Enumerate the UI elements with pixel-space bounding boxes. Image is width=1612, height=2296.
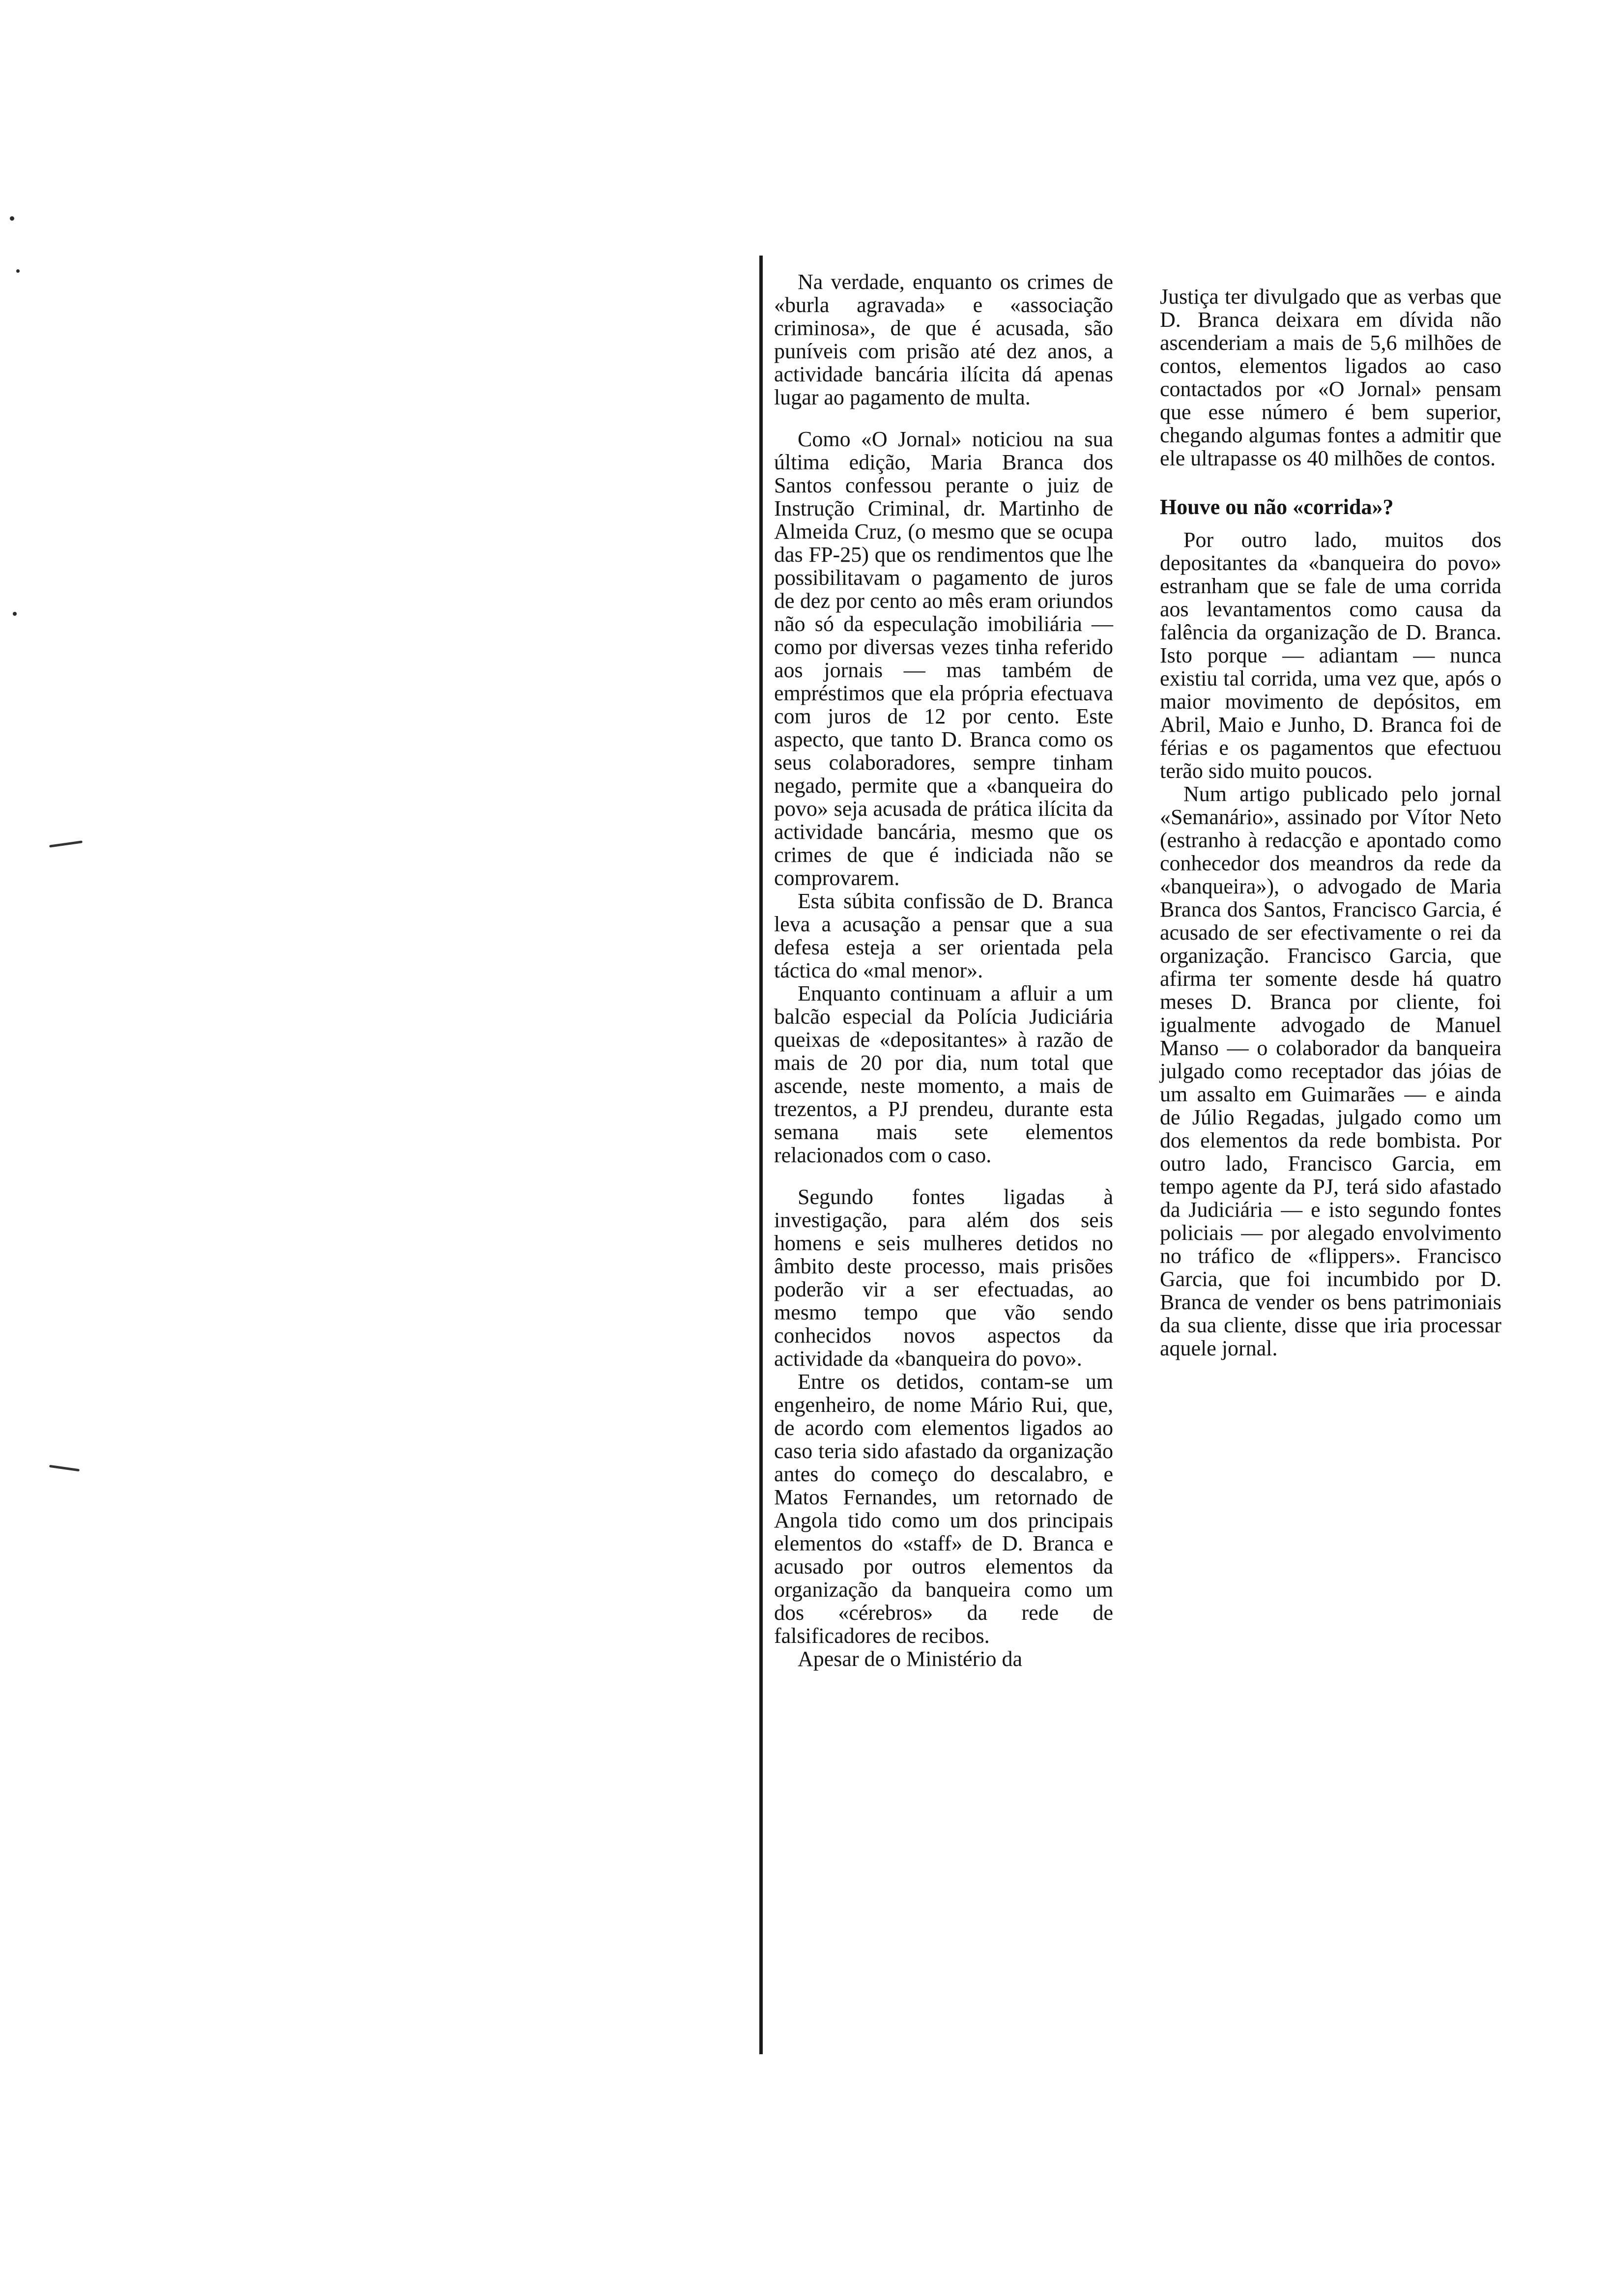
scan-mark [49, 1465, 80, 1472]
newspaper-clipping [759, 248, 1526, 2057]
scan-mark [49, 840, 83, 847]
paragraph: Esta súbita confissão de D. Branca leva a acusação a pensar que a sua defesa esteja a ser orientada pela táctica do «mal menor». [774, 889, 1113, 982]
scan-speck [16, 269, 20, 273]
paragraph: Por outro lado, muitos dos depositantes da «banqueira do povo» estranham que se fale de uma corrida aos levantamentos como causa da falência da organização de D. Branca. Isto porque — adiantam — nunca existiu tal corrida, uma vez que, após o maior movimento de depósitos, em Abril, Maio e Junho, D. Branca foi de férias e os pagamentos que efectuou terão sido muito poucos. [1160, 528, 1501, 783]
column-rule [759, 256, 763, 2054]
paragraph: Apesar de o Ministério da [798, 1647, 1022, 1671]
paragraph: Num artigo publicado pelo jornal «Semanário», assinado por Vítor Neto (estranho à redacção e apontado como conhecedor dos meandros da rede da «banqueira»), o advogado de Maria Branca dos Santos, Francisco Garcia, é acusado de ser efectivamente o rei da organização. Francisco Garcia, que afirma ter somente desde há quatro meses D. Branca por cliente, foi igualmente advogado de Manuel Manso — o colaborador da banqueira julgado como receptador das jóias de um assalto em Guimarães — e ainda de Júlio Regadas, julgado como um dos elementos da rede bombista. Por outro lado, Francisco Garcia, em tempo agente da PJ, terá sido afastado da Judiciária — e isto segundo fontes policiais — por alegado envolvimento no tráfico de «flippers». Francisco Garcia, que foi incumbido por D. Branca de vender os bens patrimoniais da sua cliente, disse que iria processar aquele jornal. [1160, 782, 1501, 1360]
paragraph: Como «O Jornal» noticiou na sua última edição, Maria Branca dos Santos confessou perante o juiz de Instrução Criminal, dr. Martinho de Almeida Cruz, (o mesmo que se ocupa das FP-25) que os rendimentos que lhe possibilitavam o pagamento de juros de dez por cento ao mês eram oriundos não só da especulação imobiliária — como por diversas vezes tinha referido aos jornais — mas também de empréstimos que ela própria efectuava com juros de 12 por cento. Este aspecto, que tanto D. Branca como os seus colaboradores, sempre tinham negado, permite que a «banqueira do povo» seja acusada de prática ilícita da actividade bancária, mesmo que os crimes de que é indiciada não se comprovarem. [774, 427, 1113, 890]
paragraph: Entre os detidos, contam-se um engenheiro, de nome Mário Rui, que, de acordo com elementos ligados ao caso teria sido afastado da organização antes do começo do descalabro, e Matos Fernandes, um retornado de Angola tido como um dos principais elementos do «staff» de D. Branca e acusado por outros elementos da organização da banqueira como um dos «cérebros» da rede de falsificadores de recibos. [774, 1370, 1113, 1648]
section-subheading: Houve ou não «corrida»? [1160, 495, 1394, 519]
paragraph: Enquanto continuam a afluir a um balcão especial da Polícia Judiciária queixas de «depositantes» à razão de mais de 20 por dia, num total que ascende, neste momento, a mais de trezentos, a PJ prendeu, durante esta semana mais sete elementos relacionados com o caso. [774, 981, 1113, 1167]
paragraph: Na verdade, enquanto os crimes de «burla agravada» e «associação criminosa», de que é acusada, são puníveis com prisão até dez anos, a actividade bancária ilícita dá apenas lugar ao pagamento de multa. [774, 270, 1113, 409]
paragraph: Justiça ter divulgado que as verbas que D. Branca deixara em dívida não ascenderiam a mais de 5,6 milhões de contos, elementos ligados ao caso contactados por «O Jornal» pensam que esse número é bem superior, chegando algumas fontes a admitir que ele ultrapasse os 40 milhões de contos. [1160, 285, 1501, 470]
scan-speck [13, 612, 17, 616]
right-column [1160, 285, 1501, 1360]
scan-speck [10, 216, 14, 221]
left-column [774, 270, 1113, 1670]
paragraph: Segundo fontes ligadas à investigação, para além dos seis homens e seis mulheres detidos no âmbito deste processo, mais prisões poderão vir a ser efectuadas, ao mesmo tempo que vão sendo conhecidos novos aspectos da actividade da «banqueira do povo». [774, 1185, 1113, 1371]
